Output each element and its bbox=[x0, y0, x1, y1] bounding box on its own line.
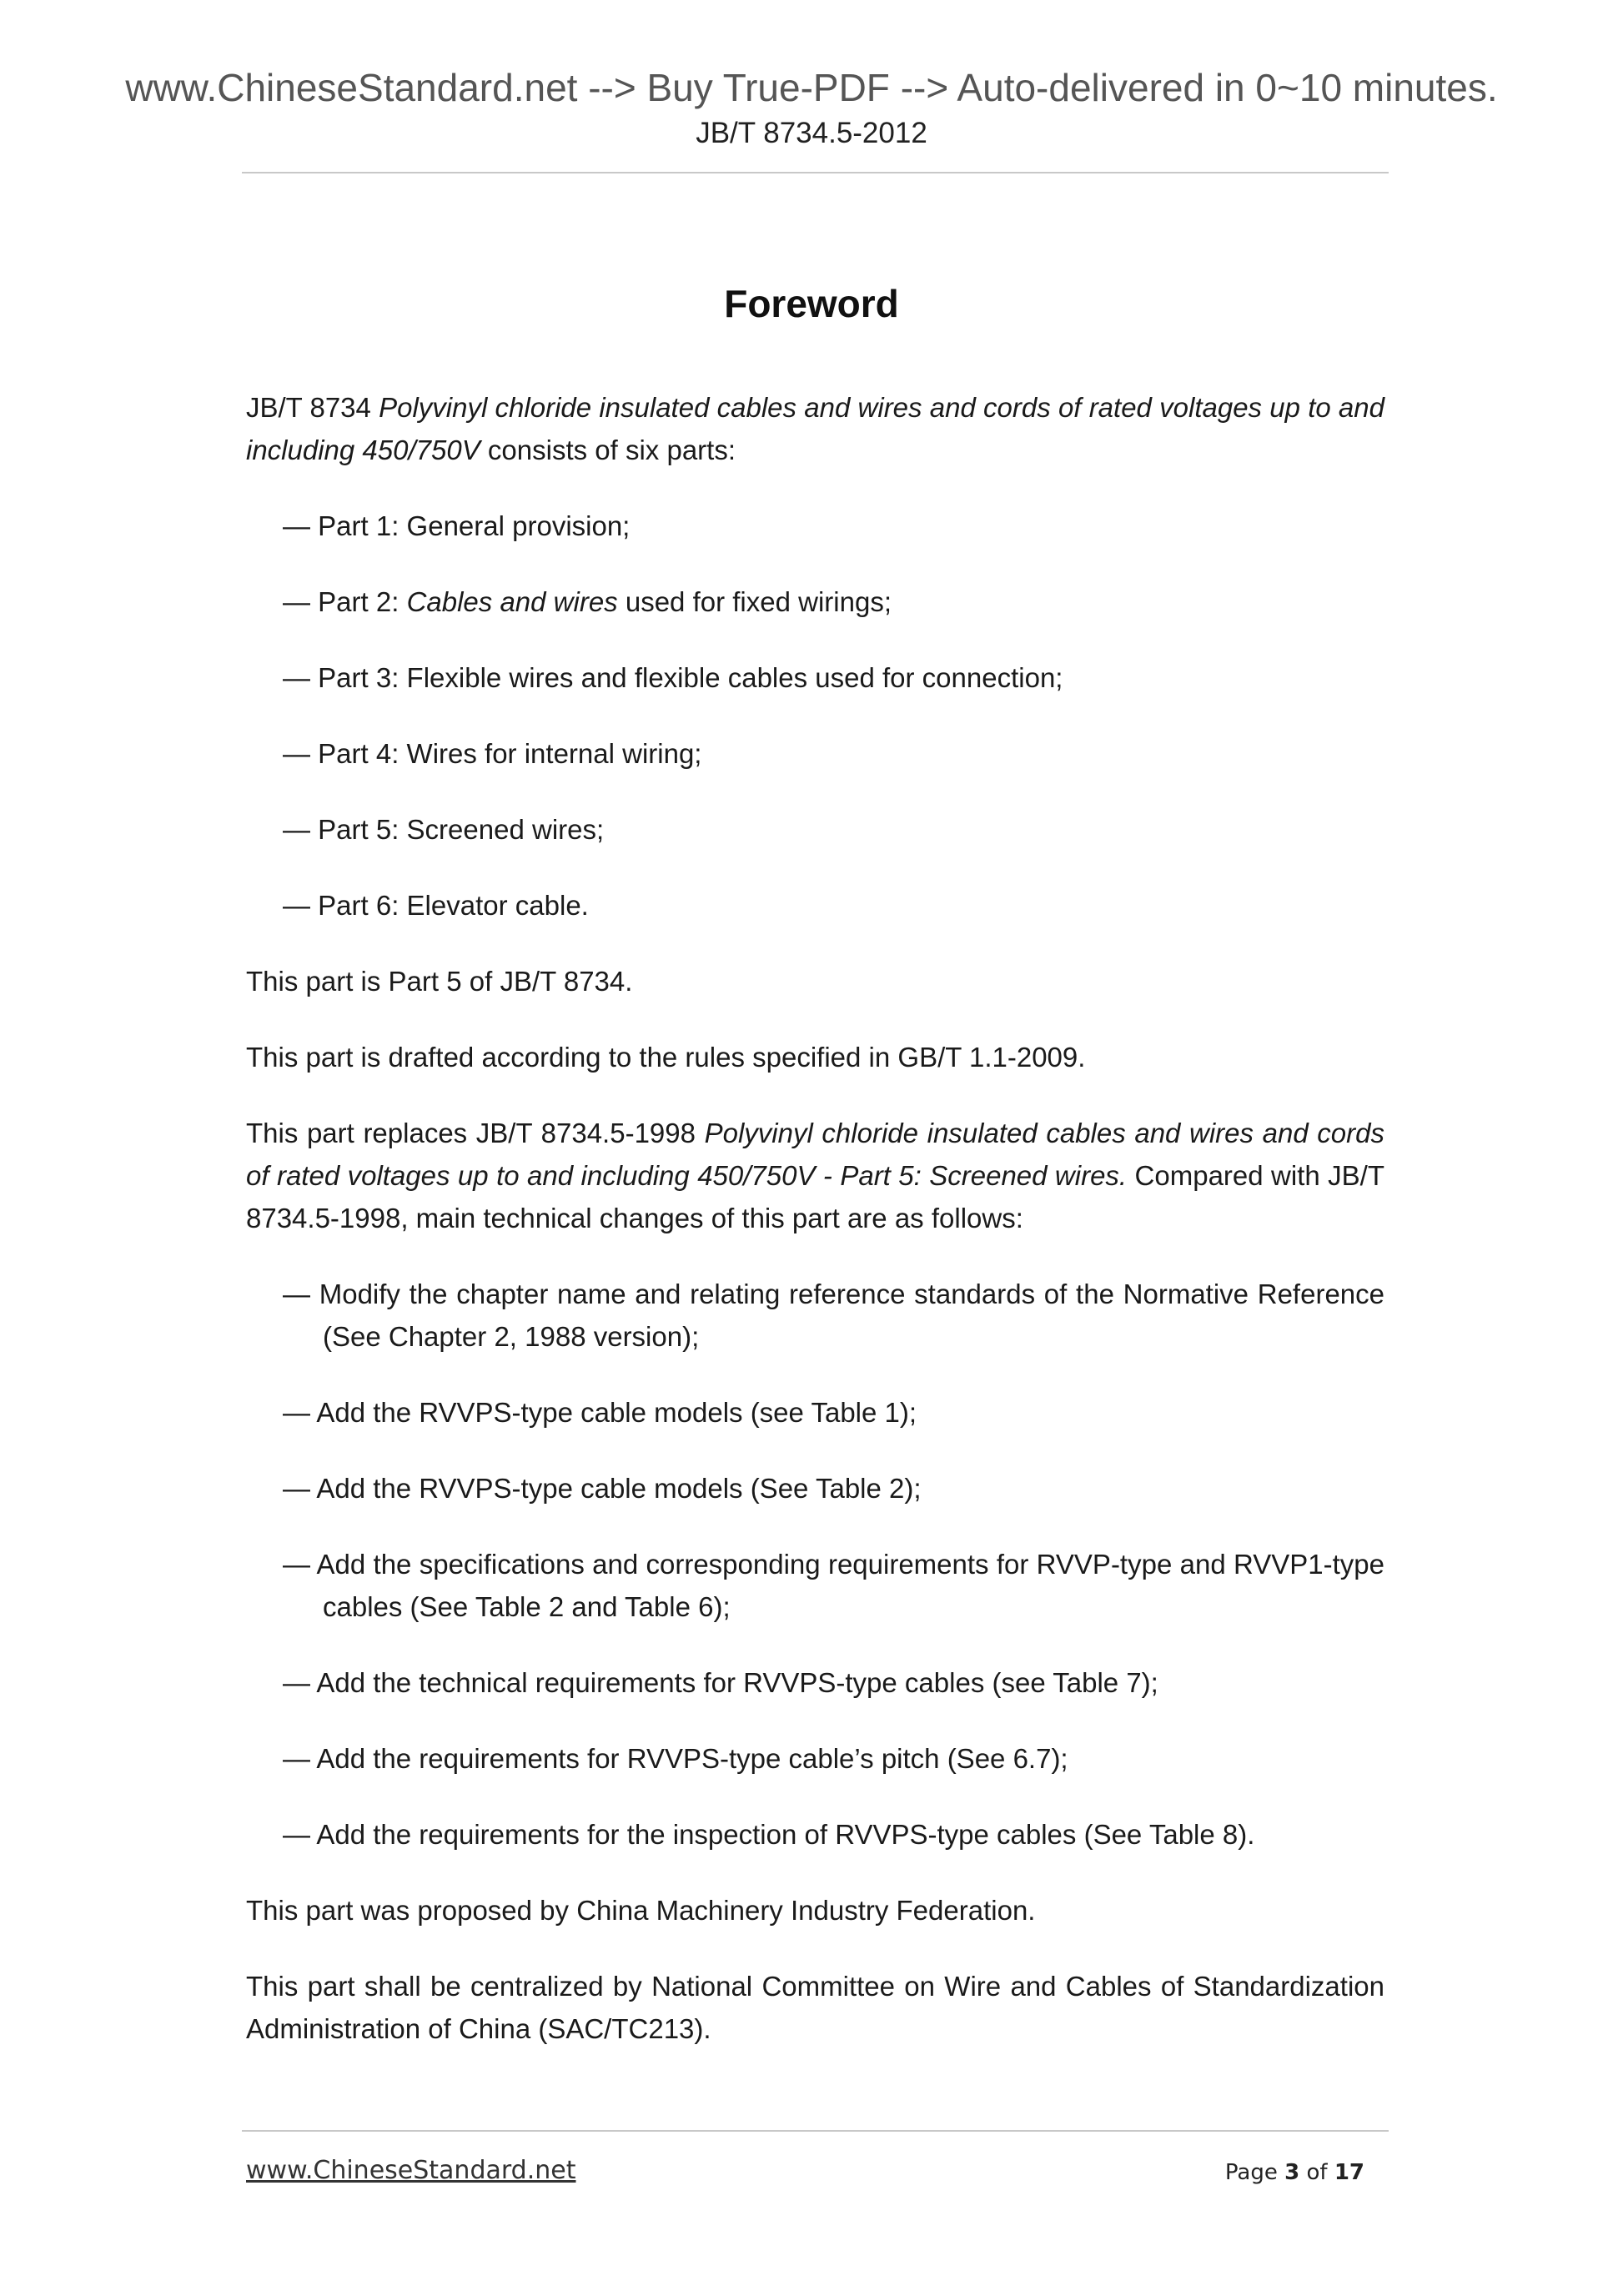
replaced-standard-title: Polyvinyl chloride insulated cables and wires and cords of rated voltages up to and including 450/750V - Part 5: Screened wires. bbox=[246, 1118, 1385, 1191]
page-total: 17 bbox=[1334, 2160, 1364, 2185]
header-banner: www.ChineseStandard.net --> Buy True-PDF --> Auto-delivered in 0~10 minutes. bbox=[125, 66, 1498, 109]
proposed-statement: This part was proposed by China Machinery Industry Federation. bbox=[246, 1895, 1036, 1926]
intro-suffix: consists of six parts: bbox=[480, 435, 736, 465]
page-title: Foreword bbox=[724, 282, 899, 325]
part-4-item: — Part 4: Wires for internal wiring; bbox=[283, 738, 702, 769]
intro-prefix: JB/T 8734 bbox=[246, 392, 379, 423]
page-number bbox=[1225, 2160, 1364, 2185]
part-1-item: — Part 1: General provision; bbox=[283, 510, 631, 541]
header-divider bbox=[242, 172, 1389, 173]
change-item: — Add the technical requirements for RVVPS-type cables (see Table 7); bbox=[283, 1667, 1158, 1698]
change-item: — Add the RVVPS-type cable models (See Table 2); bbox=[283, 1473, 922, 1504]
change-item: — Add the specifications and corresponding requirements for RVVP-type and RVVP1-type cables (See Table 2 and Table 6); bbox=[283, 1549, 1384, 1622]
change-item: — Add the requirements for the inspection of RVVPS-type cables (See Table 8). bbox=[283, 1819, 1255, 1850]
part-2-suffix: used for fixed wirings; bbox=[617, 586, 892, 617]
part-of-statement: This part is Part 5 of JB/T 8734. bbox=[246, 966, 633, 997]
document-id: JB/T 8734.5-2012 bbox=[696, 117, 927, 149]
change-item: — Add the requirements for RVVPS-type cable’s pitch (See 6.7); bbox=[283, 1743, 1068, 1774]
page-of: of bbox=[1299, 2160, 1334, 2185]
part-2-prefix: — Part 2: bbox=[283, 586, 407, 617]
replaces-prefix: This part replaces JB/T 8734.5-1998 bbox=[246, 1118, 705, 1148]
page-label: Page bbox=[1224, 2160, 1285, 2185]
part-2-italic: Cables and wires bbox=[406, 586, 618, 617]
replaces-suffix: Compared with JB/T 8734.5-1998, main technical changes of this part are as follows: bbox=[246, 1160, 1384, 1233]
part-5-item: — Part 5: Screened wires; bbox=[283, 814, 605, 845]
footer-website-link[interactable]: www.ChineseStandard.net bbox=[246, 2156, 576, 2185]
centralized-statement: This part shall be centralized by National Committee on Wire and Cables of Standardization Administration of China (SAC/TC213). bbox=[246, 1971, 1384, 2044]
standard-title: Polyvinyl chloride insulated cables and wires and cords of rated voltages up to and including 450/750V bbox=[246, 392, 1384, 465]
drafted-statement: This part is drafted according to the rules specified in GB/T 1.1-2009. bbox=[246, 1042, 1086, 1073]
change-item: — Modify the chapter name and relating reference standards of the Normative Reference (See Chapter 2, 1988 version); bbox=[283, 1279, 1384, 1352]
part-3-item: — Part 3: Flexible wires and flexible cables used for connection; bbox=[283, 662, 1063, 693]
page-current: 3 bbox=[1284, 2160, 1300, 2185]
foreword-body bbox=[246, 386, 1384, 2050]
change-item: — Add the RVVPS-type cable models (see Table 1); bbox=[283, 1397, 917, 1428]
part-6-item: — Part 6: Elevator cable. bbox=[283, 890, 589, 921]
replaces-paragraph bbox=[246, 1112, 1384, 1239]
part-2-item bbox=[246, 580, 1384, 623]
intro-paragraph bbox=[246, 386, 1384, 471]
footer-divider bbox=[242, 2130, 1389, 2132]
